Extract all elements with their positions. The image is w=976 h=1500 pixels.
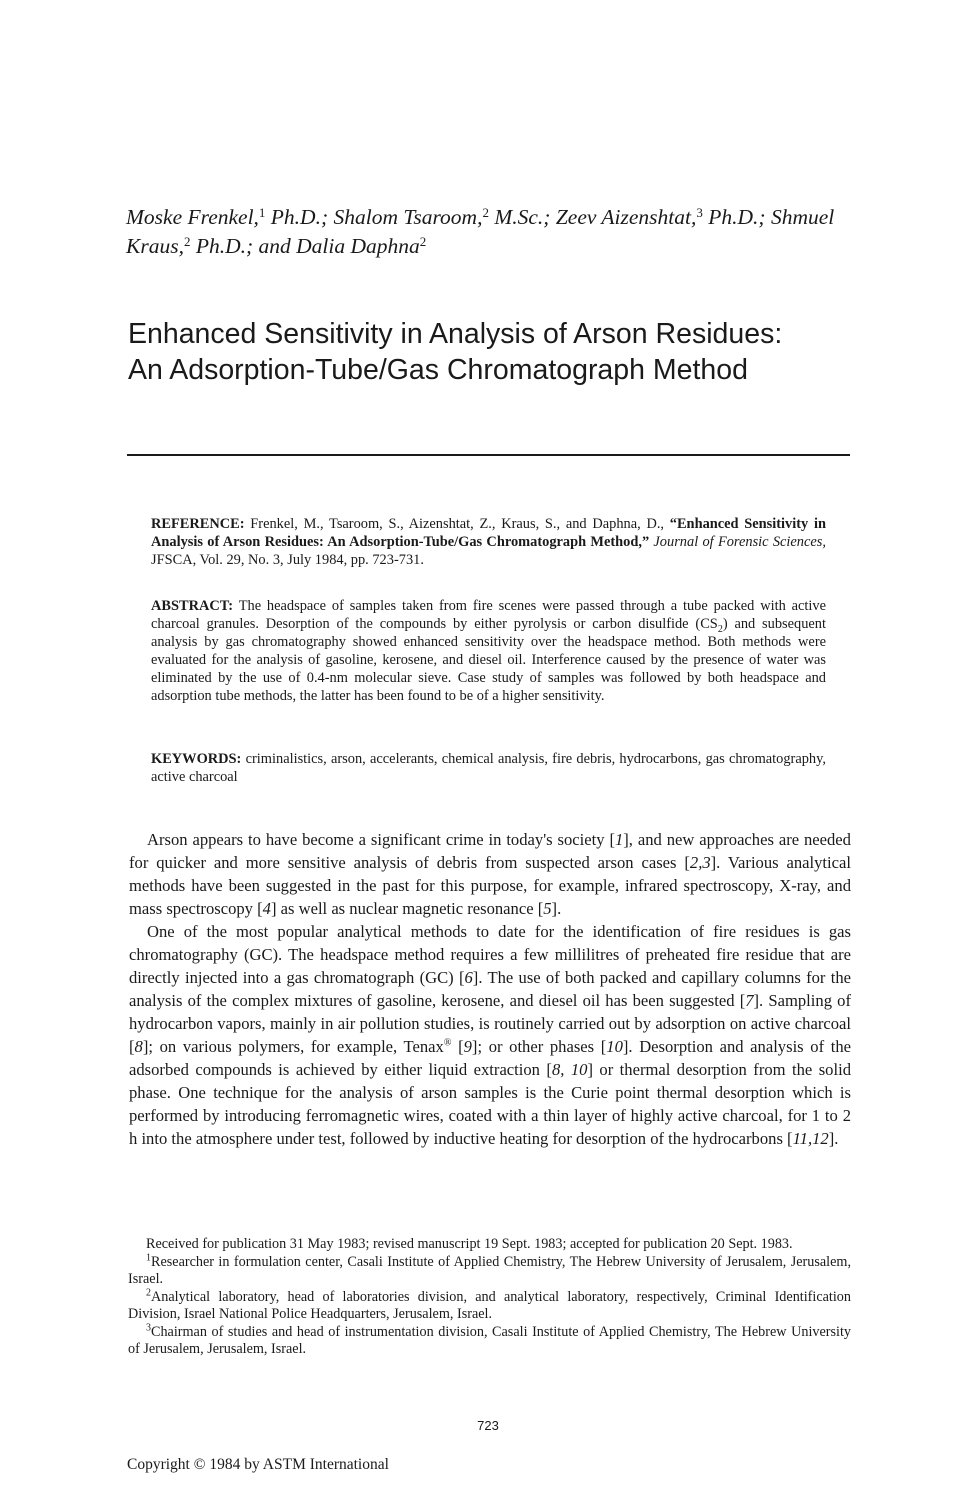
title-divider — [127, 454, 850, 456]
text-run: ]. Desorption and analysis of the adsorbed compounds is achieved by either liquid extraction [ — [129, 1037, 851, 1079]
footnote-mark: 2 — [146, 1286, 151, 1298]
text-run: ]; on various polymers, for example, Tenax — [142, 1037, 444, 1056]
abstract-subscript: 2 — [717, 623, 723, 635]
copyright-notice: Copyright © 1984 by ASTM International — [127, 1456, 389, 1473]
footnote — [128, 1286, 851, 1324]
footnote-mark: 1 — [146, 1251, 151, 1263]
citation-ref: 5 — [543, 899, 552, 918]
text-run: ]. Sampling of hydrocarbon vapors, mainly in air pollution studies, is routinely carried out by adsorption on active charcoal [ — [129, 991, 851, 1056]
text-run: [ — [451, 1037, 464, 1056]
body-text — [129, 828, 851, 1150]
footnote — [128, 1321, 851, 1359]
footnote-mark: 3 — [146, 1321, 151, 1333]
affiliation-mark: 2 — [419, 234, 427, 249]
footnote-text: Researcher in formulation center, Casali Institute of Applied Chemistry, The Hebrew University of Jerusalem, Jerusalem, Israel. — [128, 1253, 851, 1287]
affiliation-mark: 1 — [258, 205, 266, 220]
author-name: Moske Frenkel, — [126, 205, 259, 229]
body-paragraph — [129, 920, 851, 1150]
footnotes — [128, 1236, 851, 1359]
reference-authors: Frenkel, M., Tsaroom, S., Aizenshtat, Z., Kraus, S., and Daphna, D., — [250, 516, 665, 532]
reference-label: REFERENCE: — [151, 516, 245, 532]
keywords-text: criminalistics, arson, accelerants, chemical analysis, fire debris, hydrocarbons, gas chromatography, active charcoal — [151, 751, 826, 785]
registered-mark: ® — [443, 1037, 452, 1049]
author-degree: Ph.D.; — [195, 234, 254, 258]
text-run: ]. — [828, 1129, 839, 1148]
author-degree: Ph.D.; — [708, 205, 766, 229]
paper-title — [128, 316, 888, 388]
abstract-text: ) and subsequent analysis by gas chromatography showed enhanced sensitivity over the headspace method. Both methods were evaluated for the analysis of gasoline, kerosene, and diesel oil. Interference caused by the presence of water was eliminated by the use of 0.4-nm molecular sieve. Case study of samples was followed by both headspace and adsorption tube methods, the latter has been found to be of a higher sensitivity. — [151, 616, 827, 704]
affiliation-mark: 2 — [482, 205, 489, 220]
text-run: One of the most popular analytical methods to date for the identification of fire residues is gas chromatography (GC). The headspace method requires a few millilitres of preheated fire residue that are directly injected into a gas chromatograph (GC) [ — [129, 922, 851, 987]
citation-ref: 8, 10 — [551, 1060, 588, 1079]
reference-block — [151, 515, 826, 569]
page-number: 723 — [477, 1418, 499, 1433]
author-conjunction: and — [258, 234, 291, 258]
author-name: Dalia Daphna — [296, 234, 420, 258]
abstract-text: The headspace of samples taken from fire scenes were passed through a tube packed with active charcoal granules. Desorption of the compounds by either pyrolysis or carbon disulfide (CS — [151, 598, 826, 632]
citation-ref: 8 — [134, 1037, 143, 1056]
body-paragraph — [129, 828, 851, 920]
keywords-block — [151, 750, 826, 786]
author-name: Zeev Aizenshtat, — [555, 205, 697, 229]
footnote-text: Chairman of studies and head of instrumentation division, Casali Institute of Applied Chemistry, The Hebrew University of Jerusalem, Jerusalem, Israel. — [128, 1323, 851, 1357]
citation-ref: 6 — [464, 968, 473, 987]
footnote — [128, 1236, 851, 1254]
reference-article-title: “Enhanced Sensitivity in Analysis of Arson Residues: An Adsorption-Tube/Gas Chromatograph Method,” — [151, 516, 826, 550]
text-run: ], and new approaches are needed for quicker and more sensitive analysis of debris from suspected arson cases [ — [129, 830, 851, 872]
reference-journal: Journal of Forensic Sciences, — [653, 534, 826, 550]
footnote-text: Analytical laboratory, head of laboratories division, and analytical laboratory, respectively, Criminal Identification Division, Israel National Police Headquarters, Jerusalem, Israel. — [128, 1288, 851, 1322]
text-run: Arson appears to have become a significant crime in today's society [ — [147, 830, 615, 849]
keywords-label: KEYWORDS: — [151, 751, 242, 767]
text-run: ]; or other phases [ — [471, 1037, 607, 1056]
footnote-text: Received for publication 31 May 1983; revised manuscript 19 Sept. 1983; accepted for publication 20 Sept. 1983. — [146, 1236, 793, 1252]
author-degree: Ph.D.; — [270, 205, 329, 229]
text-run: ] or thermal desorption from the solid phase. One technique for the analysis of arson samples is the Curie point thermal desorption which is performed by introducing ferromagnetic wires, coated with a thin layer of highly active charcoal, for 1 to 2 h into the atmosphere under test, followed by inductive heating for desorption of the hydrocarbons [ — [129, 1060, 851, 1148]
author-list — [126, 203, 866, 261]
footnote — [128, 1251, 851, 1289]
citation-ref: 11,12 — [792, 1129, 829, 1148]
citation-ref: 7 — [745, 991, 754, 1010]
citation-ref: 9 — [463, 1037, 472, 1056]
author-name: Shalom Tsaroom, — [333, 205, 483, 229]
citation-ref: 4 — [262, 899, 271, 918]
text-run: ]. The use of both packed and capillary columns for the analysis of the complex mixtures of gasoline, kerosene, and diesel oil has been suggested [ — [129, 968, 851, 1010]
affiliation-mark: 2 — [183, 234, 191, 249]
abstract-label: ABSTRACT: — [151, 598, 234, 614]
citation-ref: 1 — [614, 830, 624, 849]
citation-ref: 10 — [606, 1037, 623, 1056]
title-line: An Adsorption-Tube/Gas Chromatograph Method — [128, 354, 748, 386]
title-line: Enhanced Sensitivity in Analysis of Arson Residues: — [128, 318, 783, 350]
reference-details: JFSCA, Vol. 29, No. 3, July 1984, pp. 723-731. — [151, 552, 424, 568]
affiliation-mark: 3 — [696, 205, 703, 220]
abstract-block — [151, 597, 826, 705]
author-name: Shmuel Kraus, — [126, 205, 835, 258]
text-run: ] as well as nuclear magnetic resonance [ — [270, 899, 544, 918]
author-degree: M.Sc.; — [494, 205, 551, 229]
text-run: ]. Various analytical methods have been suggested in the past for this purpose, for example, infrared spectroscopy, X-ray, and mass spectroscopy [ — [129, 853, 851, 918]
citation-ref: 2,3 — [689, 853, 711, 872]
text-run: ]. — [551, 899, 562, 918]
